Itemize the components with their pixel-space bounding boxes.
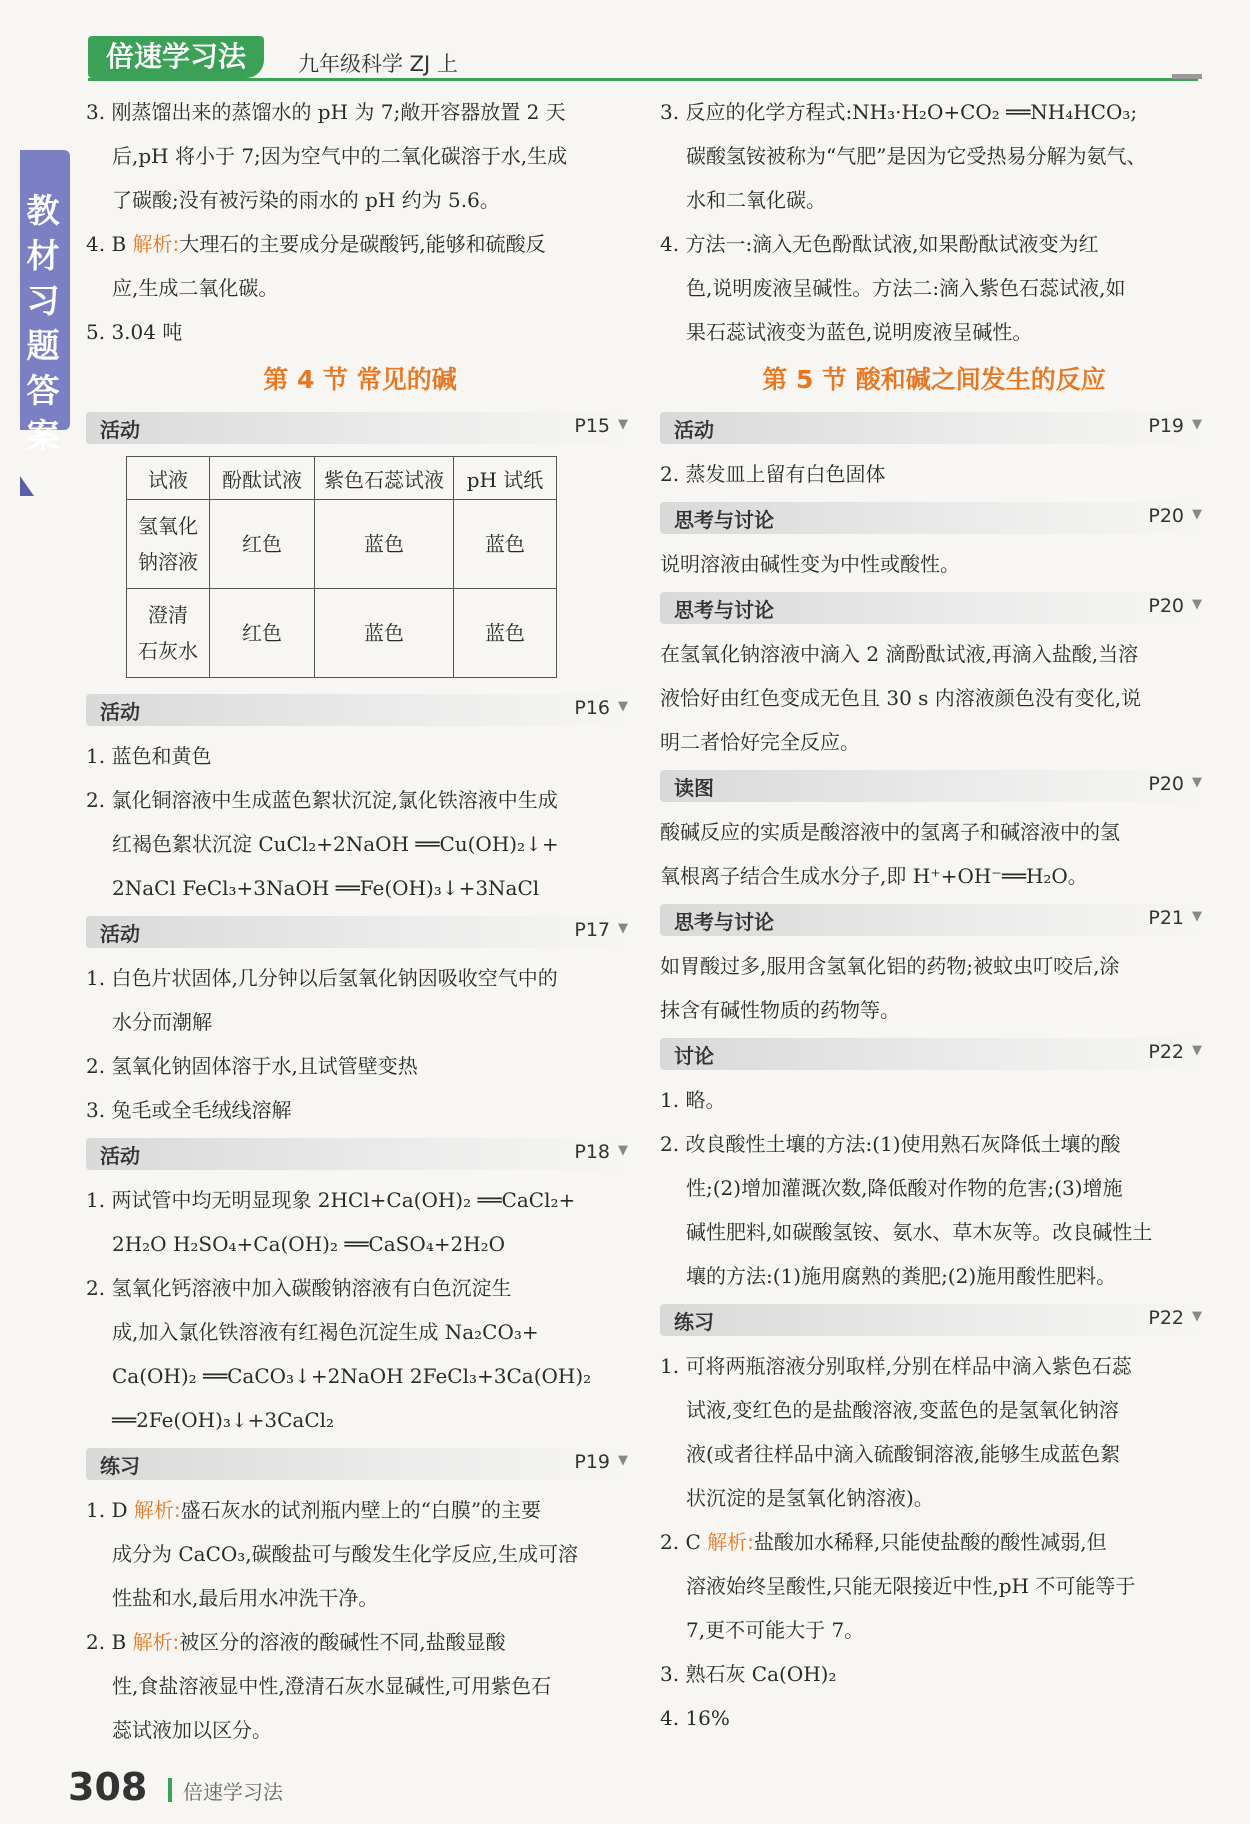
text-line: 1. 白色片状固体,几分钟以后氢氧化钠因吸收空气中的 bbox=[86, 966, 558, 990]
side-tab-label: 教 材 习 题 答 案 bbox=[26, 191, 60, 455]
text-line: 说明溶液由碱性变为中性或酸性。 bbox=[660, 552, 960, 576]
text-line: 了碳酸;没有被污染的雨水的 pH 约为 5.6。 bbox=[112, 188, 500, 212]
side-tab-corner bbox=[20, 476, 34, 496]
header-rule bbox=[88, 78, 1198, 81]
text-line: 色,说明废液呈碱性。方法二:滴入紫色石蕊试液,如 bbox=[686, 276, 1126, 300]
text-line: 1. 略。 bbox=[660, 1088, 726, 1112]
text-line: 水分而潮解 bbox=[112, 1010, 212, 1034]
section-bar: 活动 P17 ▼ bbox=[86, 916, 634, 948]
text-line: 3. 熟石灰 Ca(OH)₂ bbox=[660, 1662, 837, 1686]
right-column bbox=[660, 90, 1208, 1740]
text-line: 2H₂O H₂SO₄+Ca(OH)₂ ══CaSO₄+2H₂O bbox=[112, 1232, 506, 1256]
text-line: 1. 两试管中均无明显现象 2HCl+Ca(OH)₂ ══CaCl₂+ bbox=[86, 1188, 576, 1212]
text-line: 3. 兔毛或全毛绒线溶解 bbox=[86, 1098, 292, 1122]
text-line: 4. 16% bbox=[660, 1706, 730, 1730]
answer-item: 2. C 解析:盐酸加水稀释,只能使盐酸的酸性减弱,但 bbox=[660, 1530, 1107, 1554]
chevron-down-icon: ▼ bbox=[1192, 417, 1202, 432]
section-title: 第 5 节 酸和碱之间发生的反应 bbox=[762, 365, 1106, 394]
text-line: 2. 改良酸性土壤的方法:(1)使用熟石灰降低土壤的酸 bbox=[660, 1132, 1121, 1156]
chevron-down-icon: ▼ bbox=[1192, 909, 1202, 924]
text-line: 性,食盐溶液显中性,澄清石灰水显碱性,可用紫色石 bbox=[112, 1674, 552, 1698]
chevron-down-icon: ▼ bbox=[618, 699, 628, 714]
text-line: 蕊试液加以区分。 bbox=[112, 1718, 272, 1742]
analysis-label: 解析: bbox=[132, 232, 180, 256]
text-line: 3. 反应的化学方程式:NH₃·H₂O+CO₂ ══NH₄HCO₃; bbox=[660, 100, 1138, 124]
left-column bbox=[86, 90, 634, 1752]
footer-divider bbox=[168, 1778, 172, 1802]
text-line: 3. 刚蒸馏出来的蒸馏水的 pH 为 7;敞开容器放置 2 天 bbox=[86, 100, 566, 124]
section-bar: 活动 P16 ▼ bbox=[86, 694, 634, 726]
answer-item: 2. B 解析:被区分的溶液的酸碱性不同,盐酸显酸 bbox=[86, 1630, 506, 1654]
text-line: 如胃酸过多,服用含氢氧化铝的药物;被蚊虫叮咬后,涂 bbox=[660, 954, 1120, 978]
table-header-row: 试液 酚酞试液 紫色石蕊试液 pH 试纸 bbox=[127, 457, 557, 500]
text-line: 水和二氧化碳。 bbox=[686, 188, 826, 212]
text-line: 1. 可将两瓶溶液分别取样,分别在样品中滴入紫色石蕊 bbox=[660, 1354, 1132, 1378]
analysis-label: 解析: bbox=[132, 1630, 180, 1654]
answer-item: 4. B 解析:大理石的主要成分是碳酸钙,能够和硫酸反 bbox=[86, 232, 546, 256]
section-bar: 练习 P22 ▼ bbox=[660, 1304, 1208, 1336]
text-line: 2NaCl FeCl₃+3NaOH ══Fe(OH)₃↓+3NaCl bbox=[112, 876, 540, 900]
text-line: 试液,变红色的是盐酸溶液,变蓝色的是氢氧化钠溶 bbox=[686, 1398, 1119, 1422]
page-number: 308 bbox=[68, 1765, 148, 1809]
text-line: 成,加入氯化铁溶液有红褐色沉淀生成 Na₂CO₃+ bbox=[112, 1320, 539, 1344]
text-line: 7,更不可能大于 7。 bbox=[686, 1618, 865, 1642]
chevron-down-icon: ▼ bbox=[1192, 775, 1202, 790]
text-line: 碳酸氢铵被称为“气肥”是因为它受热易分解为氨气、 bbox=[686, 144, 1147, 168]
table-row: 氢氧化 钠溶液 红色 蓝色 蓝色 bbox=[127, 500, 557, 589]
chevron-down-icon: ▼ bbox=[618, 1453, 628, 1468]
text-line: 2. 氯化铜溶液中生成蓝色絮状沉淀,氯化铁溶液中生成 bbox=[86, 788, 558, 812]
section-bar: 思考与讨论 P21 ▼ bbox=[660, 904, 1208, 936]
text-line: 红褐色絮状沉淀 CuCl₂+2NaOH ══Cu(OH)₂↓+ bbox=[112, 832, 559, 856]
answer-item: 1. D 解析:盛石灰水的试剂瓶内壁上的“白膜”的主要 bbox=[86, 1498, 542, 1522]
text-line: 液(或者往样品中滴入硫酸铜溶液,能够生成蓝色絮 bbox=[686, 1442, 1121, 1466]
chevron-down-icon: ▼ bbox=[1192, 1309, 1202, 1324]
text-line: 在氢氧化钠溶液中滴入 2 滴酚酞试液,再滴入盐酸,当溶 bbox=[660, 642, 1139, 666]
text-line: 氧根离子结合生成水分子,即 H⁺+OH⁻══H₂O。 bbox=[660, 864, 1088, 888]
table-row: 澄清 石灰水 红色 蓝色 蓝色 bbox=[127, 589, 557, 678]
text-line: 2. 蒸发皿上留有白色固体 bbox=[660, 462, 886, 486]
chevron-down-icon: ▼ bbox=[1192, 507, 1202, 522]
analysis-label: 解析: bbox=[707, 1530, 754, 1554]
text-line: 应,生成二氧化碳。 bbox=[112, 276, 279, 300]
text-line: 状沉淀的是氢氧化钠溶液)。 bbox=[686, 1486, 934, 1510]
section-bar: 思考与讨论 P20 ▼ bbox=[660, 502, 1208, 534]
chevron-down-icon: ▼ bbox=[1192, 597, 1202, 612]
book-subtitle: 九年级科学 ZJ 上 bbox=[298, 52, 458, 76]
section-bar: 活动 P19 ▼ bbox=[660, 412, 1208, 444]
section-title: 第 4 节 常见的碱 bbox=[263, 365, 457, 394]
text-line: Ca(OH)₂ ══CaCO₃↓+2NaOH 2FeCl₃+3Ca(OH)₂ bbox=[112, 1364, 592, 1388]
section-bar: 读图 P20 ▼ bbox=[660, 770, 1208, 802]
text-line: 明二者恰好完全反应。 bbox=[660, 730, 860, 754]
footer-label: 倍速学习法 bbox=[183, 1780, 283, 1804]
section-bar: 活动 P15 ▼ bbox=[86, 412, 634, 444]
text-line: 4. 方法一:滴入无色酚酞试液,如果酚酞试液变为红 bbox=[660, 232, 1099, 256]
text-line: 1. 蓝色和黄色 bbox=[86, 744, 212, 768]
analysis-label: 解析: bbox=[133, 1498, 181, 1522]
brand-logo: 倍速学习法 bbox=[88, 36, 264, 78]
section-bar: 活动 P18 ▼ bbox=[86, 1138, 634, 1170]
text-line: 2. 氢氧化钙溶液中加入碳酸钠溶液有白色沉淀生 bbox=[86, 1276, 512, 1300]
text-line: 酸碱反应的实质是酸溶液中的氢离子和碱溶液中的氢 bbox=[660, 820, 1120, 844]
text-line: 壤的方法:(1)施用腐熟的粪肥;(2)施用酸性肥料。 bbox=[686, 1264, 1117, 1288]
text-line: 液恰好由红色变成无色且 30 s 内溶液颜色没有变化,说 bbox=[660, 686, 1142, 710]
chevron-down-icon: ▼ bbox=[618, 1143, 628, 1158]
section-bar: 练习 P19 ▼ bbox=[86, 1448, 634, 1480]
header-tab-mark bbox=[1172, 74, 1202, 79]
text-line: 成分为 CaCO₃,碳酸盐可与酸发生化学反应,生成可溶 bbox=[112, 1542, 579, 1566]
text-line: 5. 3.04 吨 bbox=[86, 320, 183, 344]
chevron-down-icon: ▼ bbox=[1192, 1043, 1202, 1058]
text-line: 碱性肥料,如碳酸氢铵、氨水、草木灰等。改良碱性土 bbox=[686, 1220, 1153, 1244]
section-bar: 思考与讨论 P20 ▼ bbox=[660, 592, 1208, 624]
text-line: 2. 氢氧化钠固体溶于水,且试管壁变热 bbox=[86, 1054, 418, 1078]
text-line: 性盐和水,最后用水冲洗干净。 bbox=[112, 1586, 379, 1610]
section-bar: 讨论 P22 ▼ bbox=[660, 1038, 1208, 1070]
text-line: 溶液始终呈酸性,只能无限接近中性,pH 不可能等于 bbox=[686, 1574, 1136, 1598]
text-line: 后,pH 将小于 7;因为空气中的二氧化碳溶于水,生成 bbox=[112, 144, 568, 168]
chevron-down-icon: ▼ bbox=[618, 417, 628, 432]
chevron-down-icon: ▼ bbox=[618, 921, 628, 936]
text-line: 抹含有碱性物质的药物等。 bbox=[660, 998, 900, 1022]
indicator-table bbox=[126, 456, 557, 678]
text-line: 性;(2)增加灌溉次数,降低酸对作物的危害;(3)增施 bbox=[686, 1176, 1123, 1200]
text-line: 果石蕊试液变为蓝色,说明废液呈碱性。 bbox=[686, 320, 1033, 344]
text-line: ══2Fe(OH)₃↓+3CaCl₂ bbox=[112, 1408, 335, 1432]
